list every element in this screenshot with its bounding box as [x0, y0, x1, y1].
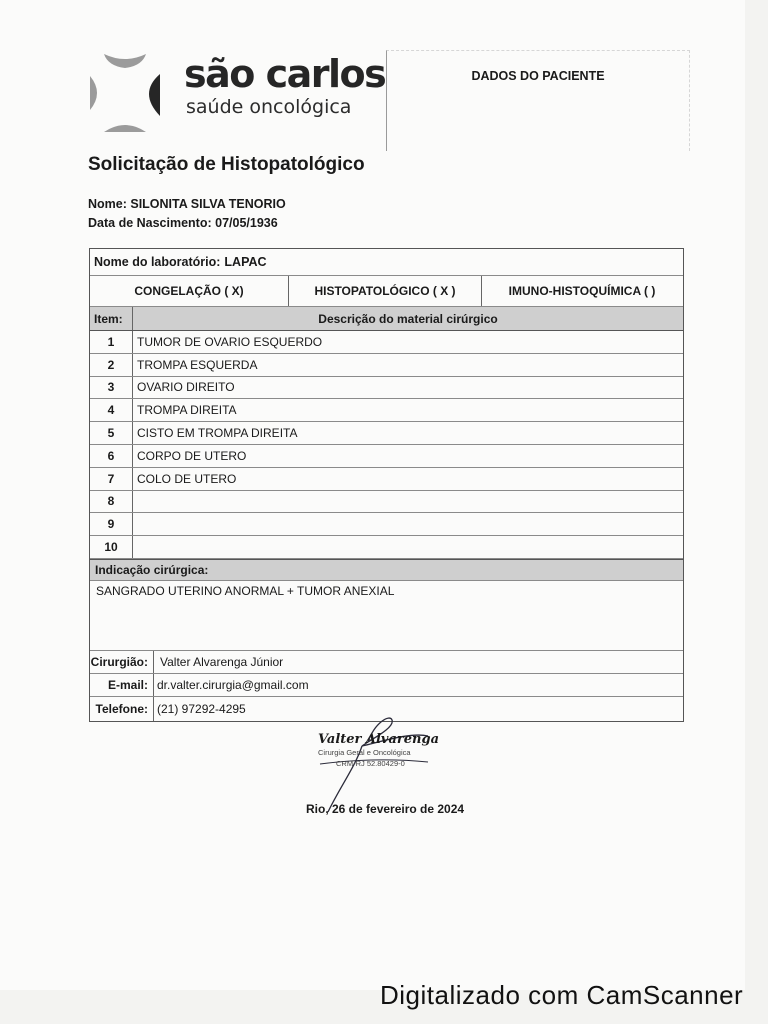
item-number: 10	[104, 540, 118, 555]
table-row	[90, 513, 683, 536]
item-number: 6	[107, 448, 115, 463]
table-row	[90, 445, 683, 468]
place-and-date: Rio, 26 de fevereiro de 2024	[306, 802, 465, 816]
email-row	[90, 674, 683, 697]
item-header: Item:	[94, 311, 123, 326]
sao-carlos-logo-icon	[90, 52, 160, 134]
item-number: 9	[107, 517, 115, 532]
item-description	[137, 536, 677, 558]
table-row	[90, 491, 683, 514]
email-value: dr.valter.cirurgia@gmail.com	[157, 678, 309, 692]
phone-label: Telefone:	[95, 702, 148, 716]
item-description	[137, 513, 677, 535]
patient-data-box	[386, 50, 690, 151]
table-row	[90, 422, 683, 445]
item-description: CISTO EM TROMPA DIREITA	[137, 426, 298, 441]
item-description: TROMPA ESQUERDA	[137, 357, 258, 372]
surgeon-label: Cirurgião:	[90, 655, 148, 669]
surgeon-row	[90, 651, 683, 674]
table-row	[90, 331, 683, 354]
item-number: 7	[107, 471, 115, 486]
patient-birth-date: Data de Nascimento: 07/05/1936	[88, 216, 278, 230]
item-description: COLO DE UTERO	[137, 471, 237, 486]
table-row	[90, 399, 683, 422]
brand-subtitle: saúde oncológica	[186, 96, 352, 118]
item-number: 2	[107, 357, 115, 372]
item-number: 3	[107, 380, 115, 395]
signature-crm: CRM-RJ 52.80429-0	[336, 759, 405, 768]
phone-value: (21) 97292-4295	[157, 702, 246, 716]
lab-row	[90, 249, 683, 276]
table-row	[90, 468, 683, 491]
patient-name: Nome: SILONITA SILVA TENORIO	[88, 197, 286, 211]
item-number: 8	[107, 494, 115, 509]
indication-label: Indicação cirúrgica:	[95, 563, 209, 577]
lab-label: Nome do laboratório:	[94, 255, 221, 269]
brand-name: são carlos	[184, 52, 386, 96]
item-description: TUMOR DE OVARIO ESQUERDO	[137, 334, 323, 349]
item-description: CORPO DE UTERO	[137, 448, 247, 463]
signature-specialty: Cirurgia Geral e Oncológica	[318, 748, 411, 757]
item-description: TROMPA DIREITA	[137, 403, 237, 418]
item-description: OVARIO DIREITO	[137, 380, 235, 395]
document-title: Solicitação de Histopatológico	[88, 154, 365, 175]
lab-value: LAPAC	[224, 255, 267, 269]
indication-header-row	[90, 559, 683, 581]
table-row	[90, 536, 683, 559]
scanner-watermark: Digitalizado com CamScanner	[380, 980, 744, 1010]
item-description	[137, 491, 677, 513]
description-header: Descrição do material cirúrgico	[318, 311, 498, 326]
option-histopatologico: HISTOPATOLÓGICO ( X )	[314, 284, 456, 298]
item-number: 4	[107, 403, 115, 418]
item-number: 5	[107, 426, 115, 441]
table-row	[90, 377, 683, 400]
items-header-row	[90, 307, 683, 331]
exam-type-row	[90, 276, 683, 307]
item-number: 1	[107, 334, 115, 349]
signature-name: Valter Alvarenga	[318, 732, 439, 747]
indication-row	[90, 581, 683, 651]
option-imuno-histoquimica: IMUNO-HISTOQUÍMICA ( )	[508, 284, 656, 298]
patient-data-title: DADOS DO PACIENTE	[471, 69, 605, 83]
table-row	[90, 354, 683, 377]
indication-value: SANGRADO UTERINO ANORMAL + TUMOR ANEXIAL	[96, 584, 395, 598]
request-form-table	[89, 248, 684, 722]
option-congelacao: CONGELAÇÃO ( X)	[134, 284, 244, 298]
email-label: E-mail:	[107, 678, 148, 692]
surgeon-value: Valter Alvarenga Júnior	[160, 655, 284, 669]
